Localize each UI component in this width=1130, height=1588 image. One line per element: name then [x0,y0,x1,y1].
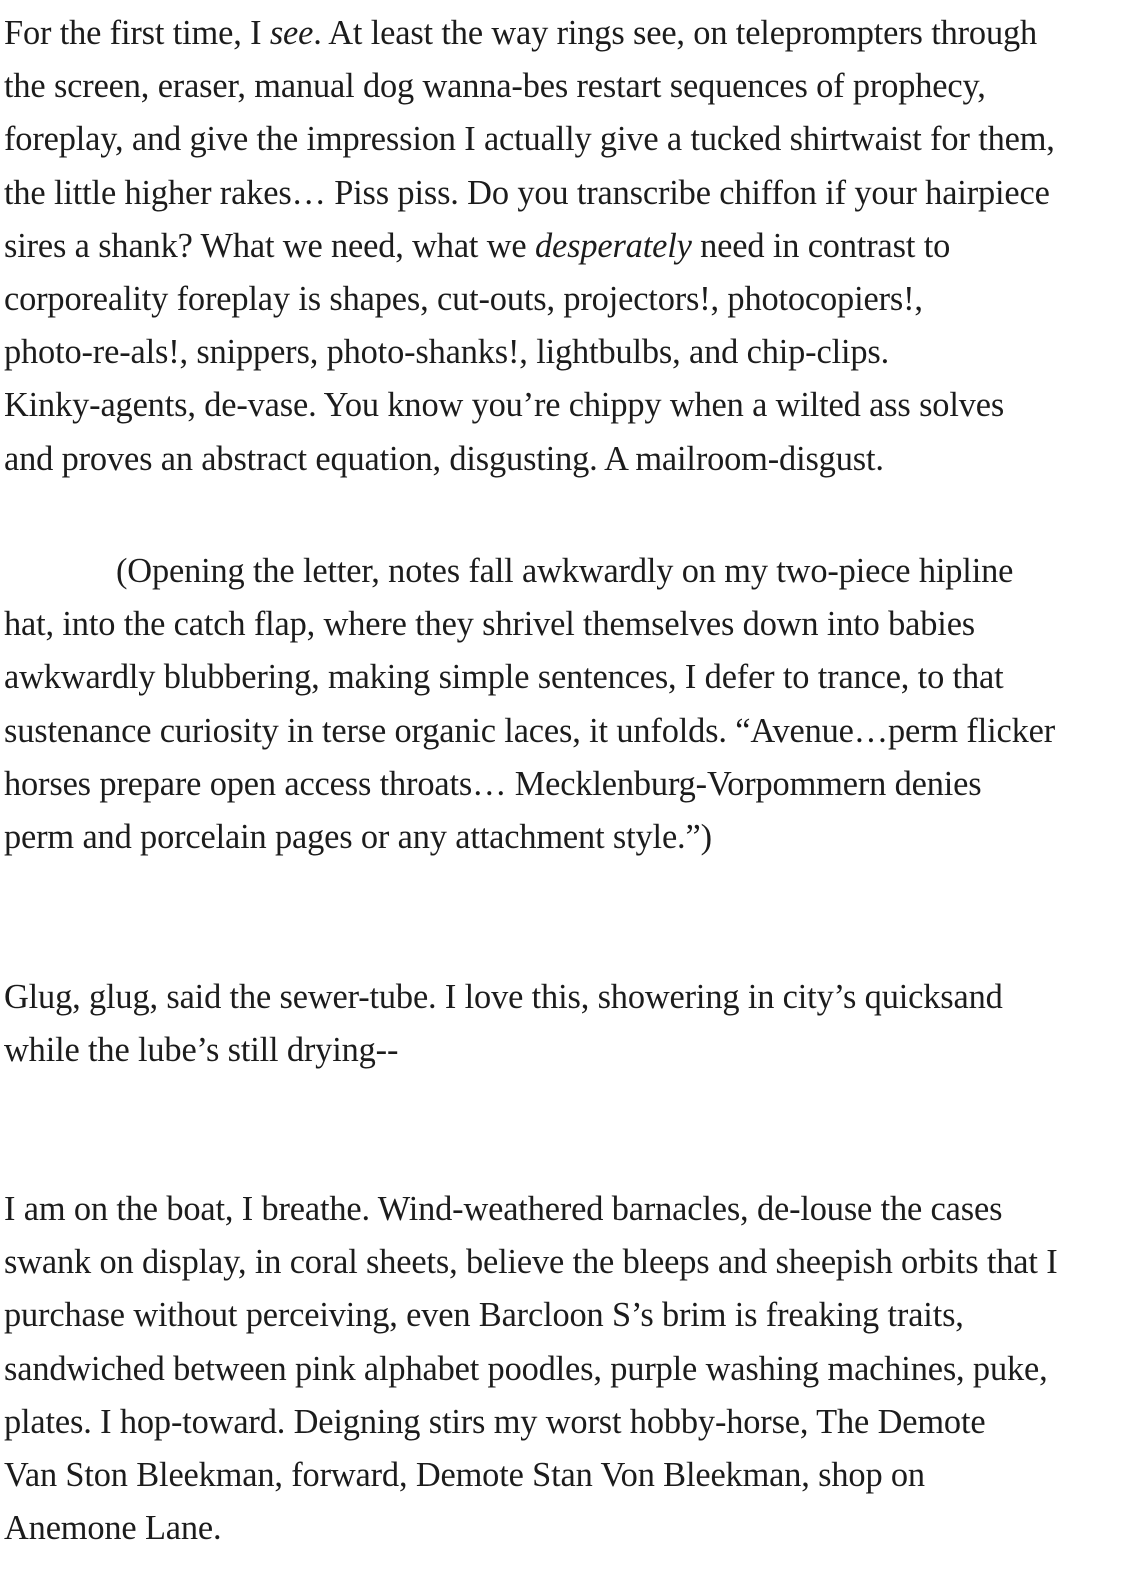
paragraph-4-line-2: swank on display, in coral sheets, believe the bleeps and sheepish orbits that I [4,1243,1058,1282]
paragraph-1-line-7: photo-re-als!, snippers, photo-shanks!, lightbulbs, and chip-clips. [4,333,890,372]
paragraph-4-line-6: Van Ston Bleekman, forward, Demote Stan Von Bleekman, shop on [4,1455,925,1494]
paragraph-1-line-1: For the first time, I see. At least the way rings see, on teleprompters through [4,14,1038,52]
paragraph-1-line-4: the little higher rakes… Piss piss. Do you transcribe chiffon if your hairpiece [4,173,1050,212]
paragraph-1-line-6: corporeality foreplay is shapes, cut-outs, projectors!, photocopiers!, [4,279,923,318]
paragraph-1-line-8: Kinky-agents, de-vase. You know you’re chippy when a wilted ass solves [4,386,1005,425]
paragraph-2-line-5: horses prepare open access throats… Mecklenburg-Vorpommern denies [4,764,982,803]
paragraph-1-line-2: the screen, eraser, manual dog wanna-bes restart sequences of prophecy, [4,67,986,106]
paragraph-2-line-1: (Opening the letter, notes fall awkwardly on my two-piece hipline [116,552,1014,590]
paragraph-1-line-5: sires a shank? What we need, what we desperately need in contrast to [4,226,951,265]
paragraph-4-line-5: plates. I hop-toward. Deigning stirs my worst hobby-horse, The Demote [4,1402,986,1441]
paragraph-2-line-3: awkwardly blubbering, making simple sentences, I defer to trance, to that [4,658,1004,697]
emphasis-see: see [269,14,314,52]
paragraph-4-line-4: sandwiched between pink alphabet poodles, purple washing machines, puke, [4,1349,1048,1388]
paragraph-3 [4,971,1126,1077]
paragraph-2-line-2: hat, into the catch flap, where they shrivel themselves down into babies [4,605,976,644]
paragraph-4-line-1: I am on the boat, I breathe. Wind-weathered barnacles, de-louse the cases [4,1190,1003,1228]
paragraph-3-line-2: while the lube’s still drying-- [4,1031,399,1070]
paragraph-2-line-4: sustenance curiosity in terse organic laces, it unfolds. “Avenue…perm flicker [4,711,1056,750]
emphasis-desperately: desperately [534,226,692,265]
paragraph-2 [4,545,1126,864]
paragraph-1-line-3: foreplay, and give the impression I actually give a tucked shirtwaist for them, [4,120,1055,159]
paragraph-1-line-9: and proves an abstract equation, disgusting. A mailroom-disgust. [4,439,884,478]
paragraph-4-line-3: purchase without perceiving, even Barcloon S’s brim is freaking traits, [4,1296,964,1335]
paragraph-1 [4,7,1126,486]
paragraph-4 [4,1183,1126,1555]
paragraph-3-line-1: Glug, glug, said the sewer-tube. I love this, showering in city’s quicksand [4,978,1003,1016]
paragraph-2-line-6: perm and porcelain pages or any attachment style.”) [4,817,712,856]
paragraph-4-line-7: Anemone Lane. [4,1509,222,1548]
